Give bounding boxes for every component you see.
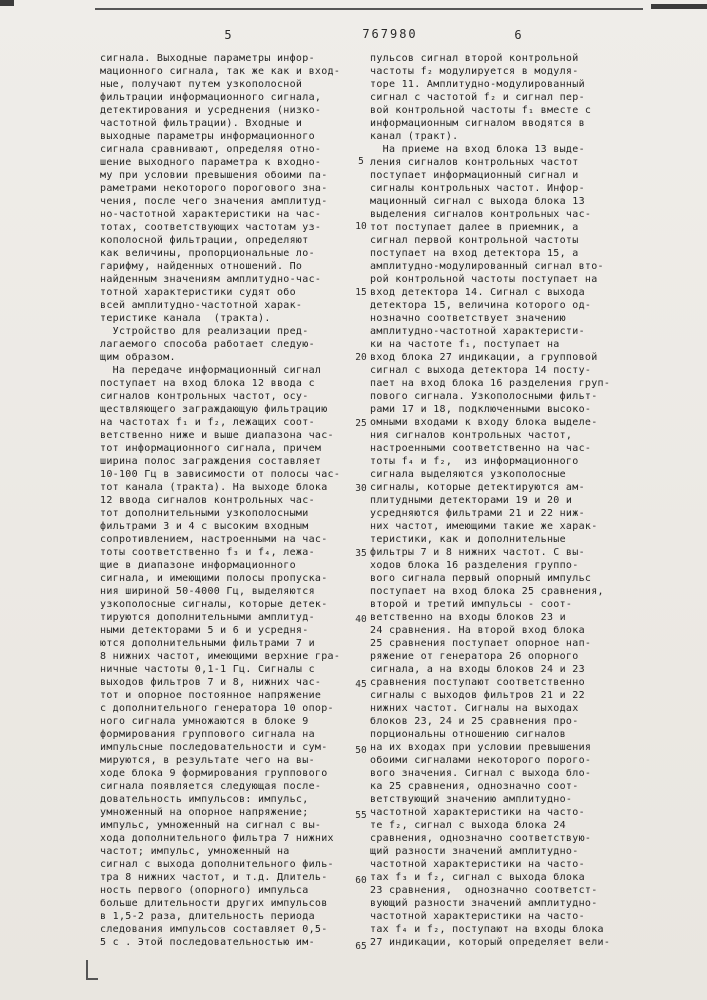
text-line: 8 нижних частот, имеющими верхние гра- — [100, 651, 341, 662]
text-line: сигнала выделяются узкополосные — [370, 469, 566, 480]
text-line: как величины, пропорциональные ло- — [100, 248, 315, 259]
text-line: с дополнительного генератора 10 опор- — [100, 703, 334, 714]
gutter-line-number: 60 — [355, 875, 367, 887]
text-line: ными детекторами 5 и 6 и усредня- — [100, 625, 309, 636]
text-line: усредняются фильтрами 21 и 22 ниж- — [370, 508, 585, 519]
text-line: импульс, умноженный на сигнал с вы- — [100, 820, 322, 831]
text-line: частотной характеристики на часто- — [370, 911, 585, 922]
scan-artifact-top-line — [95, 8, 643, 10]
text-line: формирования группового сигнала на — [100, 729, 315, 740]
text-line: вого значения. Сигнал с выхода бло- — [370, 768, 592, 779]
text-line: сигналов контрольных частот, осу- — [100, 391, 309, 402]
text-line: ходе блока 9 формирования группового — [100, 768, 328, 779]
text-line: ления сигналов контрольных частот — [370, 157, 579, 168]
text-line: блоков 23, 24 и 25 сравнения про- — [370, 716, 579, 727]
text-line: ные, получают путем узкополосной — [100, 79, 303, 90]
text-line: ность первого (опорного) импульса — [100, 885, 309, 896]
text-line: вход блока 27 индикации, а групповой — [370, 352, 598, 363]
text-line: ка 25 сравнения, однозначно соот- — [370, 781, 579, 792]
text-line: сигналы с выходов фильтров 21 и 22 — [370, 690, 585, 701]
text-line: плитудными детекторами 19 и 20 и — [370, 495, 573, 506]
text-line: довательность импульсов: импульс, — [100, 794, 309, 805]
text-line: те f₂, сигнал с выхода блока 24 — [370, 820, 566, 831]
text-line: ществляющего заграждающую фильтрацию — [100, 404, 328, 415]
text-line: ряжение от генератора 26 опорного — [370, 651, 579, 662]
text-line: выходные параметры информационного — [100, 131, 315, 142]
text-line: фильтрации информационного сигнала, — [100, 92, 322, 103]
text-line: пульсов сигнал второй контрольной — [370, 53, 579, 64]
text-line: му при условии превышения обоими па- — [100, 170, 328, 181]
text-line: вход детектора 14. Сигнал с выхода — [370, 287, 585, 298]
gutter-line-number: 15 — [355, 286, 367, 298]
text-line: нозначно соответствует значению — [370, 313, 566, 324]
text-line: детектирования и усреднения (низко- — [100, 105, 322, 116]
gutter-line-number: 5 — [358, 156, 364, 167]
gutter-line-number: 55 — [355, 810, 367, 821]
text-line: Устройство для реализации пред- — [100, 326, 309, 337]
text-line: частотной характеристики на часто- — [370, 859, 585, 870]
text-line: сигналы, которые детектируются ам- — [370, 482, 585, 493]
text-line: рой контрольной частоты поступает на — [370, 274, 598, 285]
text-line: частоты f₂ модулируется в модуля- — [370, 66, 579, 77]
text-line: амплитудно-модулированный сигнал вто- — [370, 261, 604, 272]
text-line: ного сигнала умножаются в блоке 9 — [100, 716, 309, 727]
text-line: ки на частоте f₁, поступает на — [370, 339, 560, 350]
text-line: тотах, соответствующих частотам уз- — [100, 222, 322, 233]
text-line: гарифму, найденных отношений. По — [100, 261, 303, 272]
text-line: выходов фильтров 7 и 8, нижних час- — [100, 677, 322, 688]
text-line: 12 ввода сигналов контрольных час- — [100, 495, 315, 506]
text-line: ния сигналов контрольных частот, — [370, 430, 573, 441]
text-line: тот дополнительными узкополосными — [100, 508, 309, 519]
text-line: фильтры 7 и 8 нижних частот. С вы- — [370, 547, 585, 558]
text-line: сигнала сравнивают, определяя отно- — [100, 144, 322, 155]
text-line: чения, после чего значения амплитуд- — [100, 196, 328, 207]
text-line: щие в диапазоне информационного — [100, 560, 296, 571]
text-line: вующий разности значений амплитудно- — [370, 898, 598, 909]
text-line: на частотах f₁ и f₂, лежащих соот- — [100, 417, 315, 428]
text-line: тот и опорное постоянное напряжение — [100, 690, 322, 701]
text-line: сигналы контрольных частот. Инфор- — [370, 183, 585, 194]
text-line: кополосной фильтрации, определяют — [100, 235, 309, 246]
text-line: 24 сравнения. На второй вход блока — [370, 625, 585, 636]
gutter-line-number: 50 — [355, 744, 367, 756]
text-line: 10-100 Гц в зависимости от полосы час- — [100, 469, 341, 480]
text-line: поступает на вход блока 12 ввода с — [100, 378, 315, 389]
text-line: щим образом. — [100, 352, 176, 363]
text-line: пового сигнала. Узкополосными фильт- — [370, 391, 598, 402]
text-line: 27 индикации, который определяет вели- — [370, 937, 611, 948]
text-line: тоты f₄ и f₂, из информационного — [370, 456, 579, 467]
text-line: мационного сигнала, так же как и вход- — [100, 66, 341, 77]
text-line: них частот, имеющими такие же харак- — [370, 521, 598, 532]
text-line: но-частотной характеристики на час- — [100, 209, 322, 220]
text-line: детектора 15, величина которого од- — [370, 300, 592, 311]
text-line: поступает на вход детектора 15, а — [370, 248, 579, 259]
text-line: вого сигнала первый опорный импульс — [370, 573, 592, 584]
left-column-page-number: 5 — [224, 28, 232, 42]
text-line: узкополосные сигналы, которые детек- — [100, 599, 328, 610]
text-line: ходов блока 16 разделения группо- — [370, 560, 579, 571]
text-line: На приеме на вход блока 13 выде- — [370, 144, 585, 155]
text-line: теристики, как и дополнительные — [370, 534, 566, 545]
text-line: 25 сравнения поступает опорное нап- — [370, 638, 592, 649]
text-line: сигнал с выхода детектора 14 посту- — [370, 365, 592, 376]
text-line: на их входах при условии превышения — [370, 742, 592, 753]
text-line: канал (тракт). — [370, 131, 459, 142]
right-column-page-number: 6 — [514, 28, 522, 42]
text-line: тот информационного сигнала, причем — [100, 443, 322, 454]
text-line: сигнала появляется следующая после- — [100, 781, 322, 792]
scan-artifact-top-left — [0, 0, 14, 6]
text-line: теристике канала (тракта). — [100, 313, 271, 324]
text-line: рами 17 и 18, подключенными высоко- — [370, 404, 592, 415]
gutter-line-number: 35 — [355, 548, 367, 560]
text-line: ничные частоты 0,1-1 Гц. Сигналы с — [100, 664, 315, 675]
text-line: 5 с . Этой последовательностью им- — [100, 937, 315, 948]
text-line: сигнал с выхода дополнительного филь- — [100, 859, 334, 870]
text-line: тот поступает далее в приемник, а — [370, 222, 579, 233]
text-line: ветствующий значению амплитудно- — [370, 794, 573, 805]
text-line: пает на вход блока 16 разделения груп- — [370, 378, 611, 389]
right-text-column — [370, 52, 624, 949]
gutter-line-number: 30 — [355, 483, 367, 494]
text-line: нижних частот. Сигналы на выходах — [370, 703, 579, 714]
text-line: второй и третий импульсы - соот- — [370, 599, 573, 610]
text-line: вой контрольной частоты f₁ вместе с — [370, 105, 592, 116]
text-line: настроенными соответственно на час- — [370, 443, 592, 454]
scan-artifact-top-right — [651, 4, 707, 9]
text-line: сравнения, однозначно соответствую- — [370, 833, 592, 844]
text-line: сигнал первой контрольной частоты — [370, 235, 579, 246]
text-line: всей амплитудно-частотной харак- — [100, 300, 303, 311]
text-line: сигнала, а на входы блоков 24 и 23 — [370, 664, 585, 675]
text-line: тах f₄ и f₂, поступают на входы блока — [370, 924, 604, 935]
text-line: мационный сигнал с выхода блока 13 — [370, 196, 585, 207]
text-line: шение выходного параметра к входно- — [100, 157, 322, 168]
text-line: следования импульсов составляет 0,5- — [100, 924, 328, 935]
text-line: На передаче информационный сигнал — [100, 365, 322, 376]
text-line: сопротивлением, настроенными на час- — [100, 534, 328, 545]
gutter-line-number: 45 — [355, 679, 367, 691]
gutter-line-number: 65 — [355, 940, 367, 952]
text-line: импульсные последовательности и сум- — [100, 742, 328, 753]
gutter-line-number: 40 — [355, 613, 367, 625]
text-line: больше длительности других импульсов — [100, 898, 328, 909]
text-line: частотной характеристики на часто- — [370, 807, 585, 818]
text-line: тотной характеристики судят обо — [100, 287, 296, 298]
text-line: торе 11. Амплитудно-модулированный — [370, 79, 585, 90]
text-line: умноженный на опорное напряжение; — [100, 807, 309, 818]
text-line: сигнал с частотой f₂ и сигнал пер- — [370, 92, 585, 103]
text-line: ветственно ниже и выше диапазона час- — [100, 430, 334, 441]
text-line: ются дополнительными фильтрами 7 и — [100, 638, 315, 649]
text-line: фильтрами 3 и 4 с высоким входным — [100, 521, 309, 532]
text-line: частот; импульс, умноженный на — [100, 846, 290, 857]
text-line: ветственно на входы блоков 23 и — [370, 612, 566, 623]
scan-artifact-bottom-left — [86, 960, 98, 980]
text-line: в 1,5-2 раза, длительность периода — [100, 911, 315, 922]
gutter-line-number: 20 — [355, 352, 367, 364]
gutter-line-numbers — [349, 52, 373, 962]
text-line: омными входами к входу блока выделе- — [370, 417, 598, 428]
text-line: поступает информационный сигнал и — [370, 170, 579, 181]
text-line: лагаемого способа работает следую- — [100, 339, 315, 350]
gutter-line-number: 25 — [355, 417, 367, 429]
text-line: порциональны отношению сигналов — [370, 729, 566, 740]
text-line: выделения сигналов контрольных час- — [370, 209, 592, 220]
text-line: частотной фильтрации). Входные и — [100, 118, 303, 129]
text-line: поступает на вход блока 25 сравнения, — [370, 586, 604, 597]
text-line: найденным значениям амплитудно-час- — [100, 274, 322, 285]
text-line: тот канала (тракта). На выходе блока — [100, 482, 328, 493]
text-line: ширина полос заграждения составляет — [100, 456, 322, 467]
gutter-line-number: 10 — [355, 221, 367, 233]
patent-number: 767980 — [362, 27, 418, 41]
text-line: тра 8 нижних частот, и т.д. Длитель- — [100, 872, 328, 883]
text-line: щий разности значений амплитудно- — [370, 846, 579, 857]
text-line: хода дополнительного фильтра 7 нижних — [100, 833, 334, 844]
text-line: сигнала. Выходные параметры инфор- — [100, 53, 315, 64]
text-line: тоты соответственно f₃ и f₄, лежа- — [100, 547, 315, 558]
text-line: мируются, в результате чего на вы- — [100, 755, 315, 766]
text-line: раметрами некоторого порогового зна- — [100, 183, 328, 194]
text-line: ния шириной 50-4000 Гц, выделяются — [100, 586, 315, 597]
text-line: сигнала, и имеющими полосы пропуска- — [100, 573, 328, 584]
left-text-column — [100, 52, 354, 949]
text-line: тах f₃ и f₂, сигнал с выхода блока — [370, 872, 585, 883]
text-line: обоими сигналами некоторого порого- — [370, 755, 592, 766]
text-line: 23 сравнения, однозначно соответст- — [370, 885, 598, 896]
text-line: информационным сигналом вводятся в — [370, 118, 585, 129]
text-line: сравнения поступают соответственно — [370, 677, 585, 688]
text-line: тируются дополнительными амплитуд- — [100, 612, 315, 623]
text-line: амплитудно-частотной характеристи- — [370, 326, 585, 337]
